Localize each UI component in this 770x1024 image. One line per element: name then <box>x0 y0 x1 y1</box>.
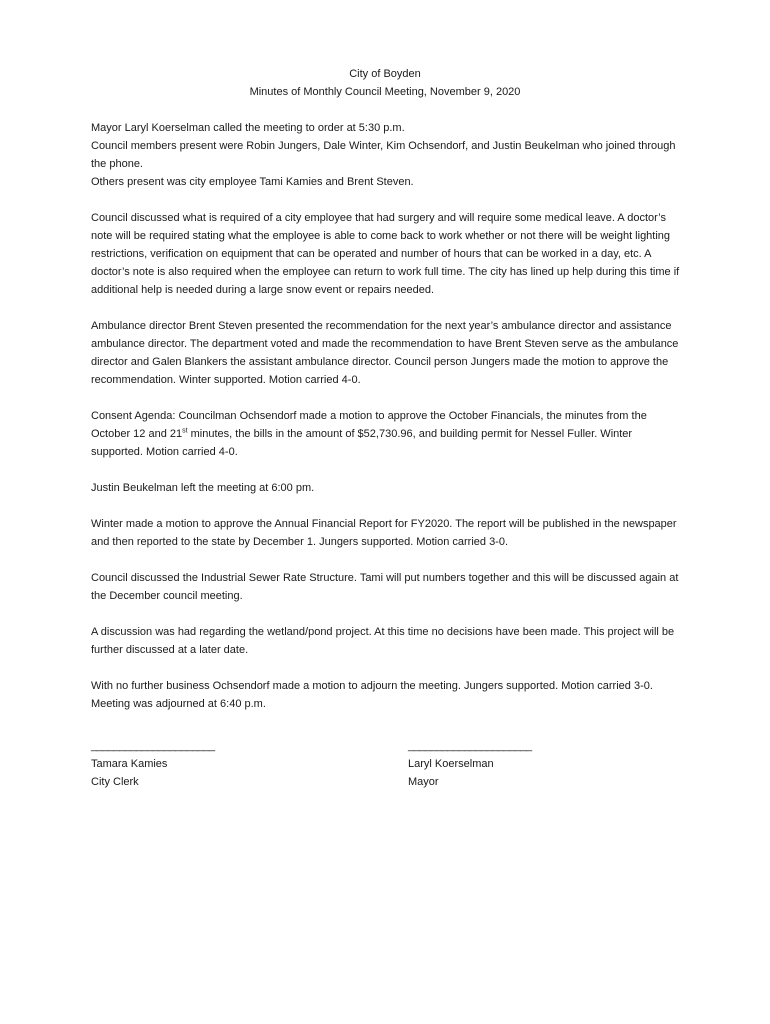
clerk-title: City Clerk <box>91 776 139 788</box>
clerk-signature-block <box>91 737 291 791</box>
wetland-project-paragraph: A discussion was had regarding the wetland/pond project. At this time no decisions have been made. This project will be further discussed at a later date. <box>91 626 675 656</box>
attendance-paragraph <box>91 119 681 191</box>
document-header <box>0 65 770 101</box>
document-title: Minutes of Monthly Council Meeting, November 9, 2020 <box>249 86 521 98</box>
ordinal-suffix: st <box>182 427 188 435</box>
consent-agenda-text-b: minutes, the bills in the amount of $52,730.96, and building permit for Nessel Fuller. Winter supported. Motion carried 4-0. <box>91 428 633 458</box>
ambulance-paragraph: Ambulance director Brent Steven presented the recommendation for the next year’s ambulance director and assistance ambulance director. The department voted and made the recommendation to have Brent Steven serve as the ambulance director and Galen Blankers the assistant ambulance director. Council person Jungers made the motion to approve the recommendation. Winter supported. Motion carried 4-0. <box>91 320 679 386</box>
signature-line: ______________________ <box>408 740 532 752</box>
adjournment-paragraph: With no further business Ochsendorf made a motion to adjourn the meeting. Jungers supported. Motion carried 3-0. Meeting was adjourned at 6:40 p.m. <box>91 680 653 710</box>
mayor-title: Mayor <box>408 776 439 788</box>
mayor-signature-block <box>408 737 608 791</box>
sewer-rate-paragraph: Council discussed the Industrial Sewer Rate Structure. Tami will put numbers together and this will be discussed again at the December council meeting. <box>91 572 679 602</box>
medical-leave-paragraph: Council discussed what is required of a city employee that had surgery and will require some medical leave. A doctor’s note will be required stating what the employee is able to come back to work whether or not there will be weight lighting restrictions, verification on equipment that can be operated and number of hours that can be worked in a day, etc. A doctor’s note is also required when the employee can return to work full time. The city has lined up help during this time if additional help is needed during a large snow event or repairs needed. <box>91 212 680 296</box>
city-name: City of Boyden <box>349 68 421 80</box>
mayor-name: Laryl Koerselman <box>408 758 494 770</box>
minutes-body <box>91 119 681 731</box>
consent-agenda-text-a: Consent Agenda: Councilman Ochsendorf made a motion to approve the October Financials, the minutes from the October 12 and 21 <box>91 410 647 440</box>
others-present-line: Others present was city employee Tami Kamies and Brent Steven. <box>91 176 414 188</box>
members-present-line: Council members present were Robin Jungers, Dale Winter, Kim Ochsendorf, and Justin Beukelman who joined through the phone. <box>91 140 676 170</box>
consent-agenda-paragraph <box>91 407 681 461</box>
departure-paragraph: Justin Beukelman left the meeting at 6:00 pm. <box>91 482 315 494</box>
signature-line: ______________________ <box>91 740 215 752</box>
clerk-name: Tamara Kamies <box>91 758 168 770</box>
call-to-order-line: Mayor Laryl Koerselman called the meeting to order at 5:30 p.m. <box>91 122 405 134</box>
financial-report-paragraph: Winter made a motion to approve the Annual Financial Report for FY2020. The report will be published in the newspaper and then reported to the state by December 1. Jungers supported. Motion carried 3-0. <box>91 518 677 548</box>
